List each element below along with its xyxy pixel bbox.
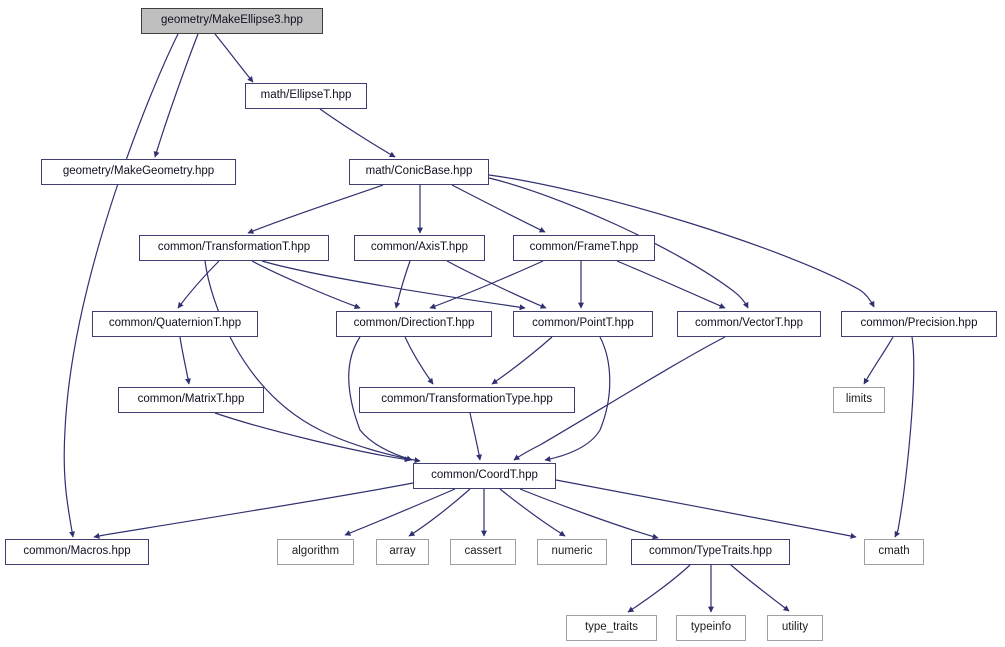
graph-node-algorithm[interactable] [277, 539, 354, 565]
graph-node-vectort[interactable] [677, 311, 821, 337]
graph-node-transformationt[interactable] [139, 235, 329, 261]
graph-node-conicbase[interactable] [349, 159, 489, 185]
graph-node-coordt[interactable] [413, 463, 556, 489]
graph-edge-coordt-to-numeric [500, 489, 565, 536]
graph-node-macros[interactable] [5, 539, 149, 565]
graph-node-label: geometry/MakeEllipse3.hpp [161, 14, 303, 27]
graph-node-label: common/CoordT.hpp [431, 469, 538, 482]
graph-node-array[interactable] [376, 539, 429, 565]
graph-node-label: limits [845, 393, 873, 406]
graph-node-label: math/ConicBase.hpp [365, 165, 473, 178]
graph-node-label: common/FrameT.hpp [529, 241, 639, 254]
graph-node-label: typeinfo [690, 621, 732, 634]
graph-edge-transformationt-to-quaterniont [178, 261, 219, 308]
graph-edge-conicbase-to-transformationt [248, 185, 383, 233]
graph-edge-makeellipse3-to-macros [64, 34, 178, 537]
graph-edge-coordt-to-macros [94, 483, 413, 537]
graph-edge-precision-to-limits [864, 337, 893, 384]
graph-edge-coordt-to-array [409, 489, 470, 536]
graph-node-transformationtype[interactable] [359, 387, 575, 413]
graph-node-label: common/Precision.hpp [860, 317, 978, 330]
graph-edge-axist-to-directiont [396, 261, 410, 308]
graph-edge-directiont-to-transformationtype [405, 337, 433, 384]
graph-node-makeellipse3[interactable] [141, 8, 323, 34]
graph-node-label: common/PointT.hpp [532, 317, 634, 330]
graph-node-label: algorithm [291, 545, 340, 558]
graph-edge-precision-to-cmath [895, 337, 914, 537]
graph-node-label: common/TypeTraits.hpp [649, 545, 772, 558]
graph-edge-pointt-to-transformationtype [492, 337, 552, 384]
graph-node-label: common/AxisT.hpp [370, 241, 469, 254]
graph-node-quaterniont[interactable] [92, 311, 258, 337]
graph-edge-framet-to-vectort [617, 261, 725, 308]
graph-node-framet[interactable] [513, 235, 655, 261]
graph-node-label: common/MatrixT.hpp [137, 393, 245, 406]
graph-node-ellipset[interactable] [245, 83, 367, 109]
graph-node-makegeometry[interactable] [41, 159, 236, 185]
graph-node-label: math/EllipseT.hpp [260, 89, 352, 102]
graph-edge-conicbase-to-framet [452, 185, 545, 232]
graph-node-label: common/TransformationType.hpp [381, 393, 553, 406]
graph-node-directiont[interactable] [336, 311, 492, 337]
graph-node-label: common/Macros.hpp [23, 545, 131, 558]
graph-node-type_traits[interactable] [566, 615, 657, 641]
graph-edge-transformationtype-to-coordt [470, 413, 480, 460]
graph-edge-quaterniont-to-matrixt [180, 337, 189, 384]
graph-edge-coordt-to-algorithm [345, 489, 455, 535]
graph-edge-makeellipse3-to-makegeometry [155, 34, 198, 157]
graph-node-typetraits_hpp[interactable] [631, 539, 790, 565]
graph-node-cassert[interactable] [450, 539, 516, 565]
graph-node-numeric[interactable] [537, 539, 607, 565]
graph-node-label: numeric [551, 545, 593, 558]
graph-node-label: common/TransformationT.hpp [157, 241, 311, 254]
graph-node-label: type_traits [584, 621, 639, 634]
graph-node-label: geometry/MakeGeometry.hpp [62, 165, 215, 178]
graph-edge-coordt-to-typetraits_hpp [520, 489, 658, 538]
graph-node-label: common/VectorT.hpp [694, 317, 804, 330]
graph-edge-transformationt-to-directiont [252, 261, 360, 308]
graph-node-label: cmath [878, 545, 910, 558]
graph-node-limits[interactable] [833, 387, 885, 413]
graph-edge-axist-to-pointt [447, 261, 546, 308]
graph-node-label: utility [781, 621, 809, 634]
graph-node-label: common/DirectionT.hpp [353, 317, 475, 330]
graph-edge-typetraits_hpp-to-type_traits [628, 565, 690, 612]
graph-node-matrixt[interactable] [118, 387, 264, 413]
graph-node-cmath[interactable] [864, 539, 924, 565]
graph-edge-makeellipse3-to-ellipset [215, 34, 253, 82]
graph-node-label: cassert [464, 545, 502, 558]
graph-edge-typetraits_hpp-to-utility [731, 565, 789, 611]
graph-edge-transformationt-to-pointt [262, 261, 525, 308]
graph-node-utility[interactable] [767, 615, 823, 641]
graph-edge-coordt-to-cmath [556, 480, 856, 537]
graph-node-label: array [389, 545, 416, 558]
graph-node-precision[interactable] [841, 311, 997, 337]
graph-edge-framet-to-directiont [430, 261, 543, 308]
graph-node-axist[interactable] [354, 235, 485, 261]
graph-edge-ellipset-to-conicbase [320, 109, 395, 157]
graph-edge-transformationt-to-coordt [205, 261, 420, 461]
graph-node-typeinfo[interactable] [676, 615, 746, 641]
graph-edge-matrixt-to-coordt [215, 413, 410, 460]
graph-node-pointt[interactable] [513, 311, 653, 337]
graph-node-label: common/QuaternionT.hpp [108, 317, 242, 330]
